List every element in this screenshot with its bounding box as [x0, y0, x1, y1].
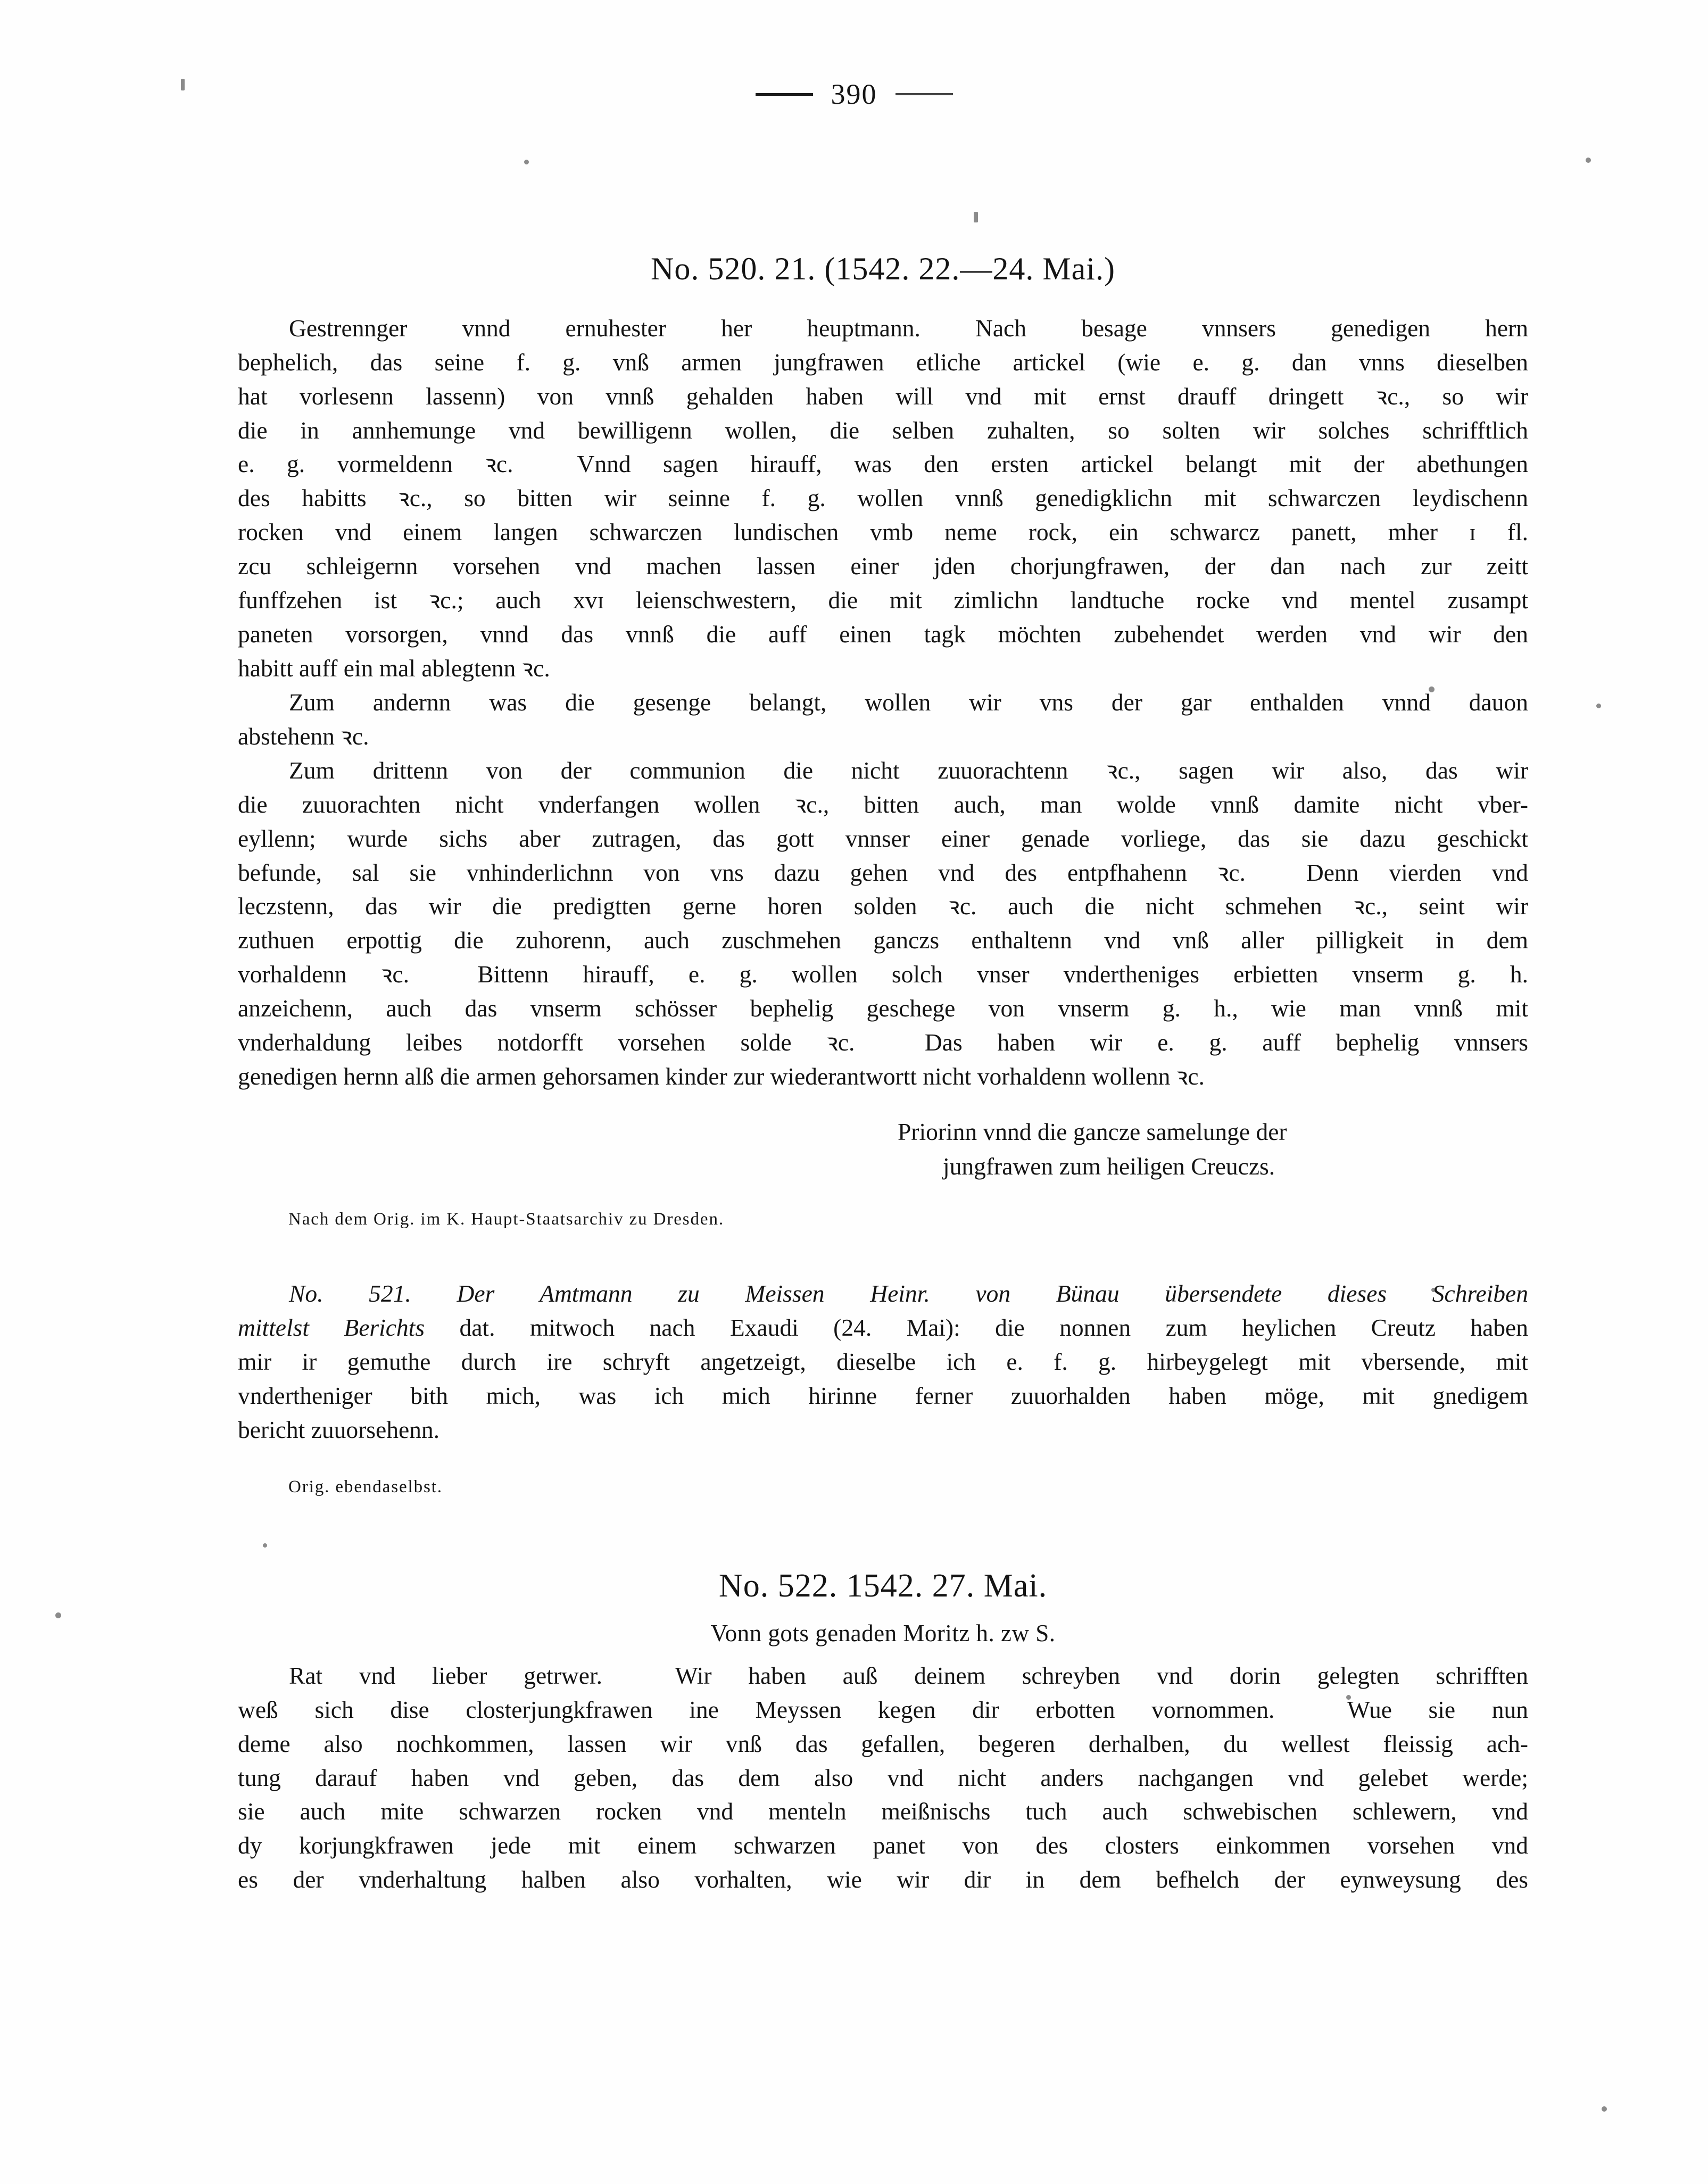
scan-speck [1596, 704, 1601, 708]
text-line: abstehenn ꝛc. [238, 722, 369, 750]
text-line [238, 1311, 1528, 1345]
text-line: genedigen hernn alß die armen gehorsamen kinder zur wiederantwortt nicht vorhaldenn wollenn ꝛc. [238, 1063, 1205, 1090]
text-line: es der vnderhaltung halben also vorhalten, wie wir dir in dem befhelch der eynweysung des [238, 1866, 1528, 1893]
text-line: deme also nochkommen, lassen wir vnß das gefallen, begeren derhalben, du wellest fleissig ach- [238, 1730, 1528, 1757]
text-line: sie auch mite schwarzen rocken vnd menteln meißnischs tuch auch schwebischen schlewern, vnd [238, 1798, 1528, 1825]
regest-italic-lead: Der Amtmann zu Meissen Heinr. von Bünau übersendete dieses Schreiben [457, 1280, 1528, 1308]
text-line: hat vorlesenn lassenn) von vnnß gehalden haben will vnd mit ernst drauff dringett ꝛc., so wir [238, 382, 1528, 410]
text-line: funffzehen ist ꝛc.; auch xvɪ leienschwestern, die mit zimlichn landtuche rocke vnd mentel zusampt [238, 586, 1528, 614]
text-line: rocken vnd einem langen schwarczen lundischen vmb neme rock, ein schwarcz panett, mher ɪ fl. [238, 518, 1528, 546]
text-line: zcu schleigernn vorsehen vnd machen lassen einer jden chorjungfrawen, der dan nach zur zeitt [238, 552, 1528, 580]
head-rule-left [756, 93, 813, 96]
text-line: des habitts ꝛc., so bitten wir seinne f. g. wollen vnnß genedigklichn mit schwarczen leydischenn [238, 484, 1528, 512]
text-line: Rat vnd lieber getrwer. Wir haben auß deinem schreyben vnd dorin gelegten schrifften [289, 1661, 1528, 1689]
document-522-subheading: Vonn gots genaden Moritz h. zw S. [710, 1619, 1056, 1647]
regest-text: dat. mitwoch nach Exaudi (24. Mai): die nonnen zum heylichen Creutz haben [425, 1314, 1528, 1342]
text-line: paneten vorsorgen, vnnd das vnnß die auff einen tagk möchten zubehendet werden vnd wir den [238, 621, 1528, 648]
text-line: e. g. vormeldenn ꝛc. Vnnd sagen hirauff, was den ersten artickel belangt mit der abethungen [238, 450, 1528, 478]
text-line: bephelich, das seine f. g. vnß armen jungfrawen etliche artickel (wie e. g. dan vnns dieselben [238, 348, 1528, 376]
text-line: dy korjungkfrawen jede mit einem schwarzen panet von des closters einkommen vorsehen vnd [238, 1832, 1528, 1859]
text-line: vnderhaldung leibes notdorfft vorsehen solde ꝛc. Das haben wir e. g. auff bephelig vnnsers [238, 1029, 1528, 1056]
text-line: anzeichenn, auch das vnserm schösser bephelig geschege von vnserm g. h., wie man vnnß mit [238, 995, 1528, 1022]
text-line: vndertheniger bith mich, was ich mich hirinne ferner zuuorhalden haben möge, mit gnedigem [238, 1381, 1528, 1409]
scan-speck [1586, 158, 1591, 163]
document-520-heading: No. 520. 21. (1542. 22.—24. Mai.) [651, 251, 1115, 286]
signature-line-1: Priorinn vnnd die gancze samelunge der [898, 1118, 1287, 1145]
document-520-paragraph-3 [238, 754, 1528, 1094]
text-line: habitt auff ein mal ablegtenn ꝛc. [238, 655, 550, 682]
document-520-archive-note: Nach dem Orig. im K. Haupt-Staatsarchiv zu Dresden. [288, 1210, 725, 1229]
text-line: die zuuorachten nicht vnderfangen wollen ꝛc., bitten auch, man wolde vnnß damite nicht vber- [238, 790, 1528, 818]
text-line: Zum drittenn von der communion die nicht zuuorachtenn ꝛc., sagen wir also, das wir [289, 756, 1528, 784]
text-line: bericht zuuorsehenn. [238, 1416, 440, 1443]
document-520-signature [238, 1115, 1528, 1184]
scan-speck [974, 212, 978, 222]
text-line: leczstenn, das wir die predigtten gerne horen solden ꝛc. auch die nicht schmehen ꝛc., seint wir [238, 892, 1528, 920]
document-521-number: No. 521. [289, 1280, 411, 1308]
text-line: Gestrennger vnnd ernuhester her heuptmann. Nach besage vnnsers genedigen hern [289, 314, 1528, 342]
document-522-paragraph [238, 1659, 1528, 1897]
text-line: zuthuen erpottig die zuhorenn, auch zuschmehen ganczs enthaltenn vnd vnß aller pilligkeit in dem [238, 926, 1528, 954]
text-line [238, 1277, 1528, 1311]
text-line: vorhaldenn ꝛc. Bittenn hirauff, e. g. wollen solch vnser vndertheniges erbietten vnserm g. h. [238, 961, 1528, 988]
folio-number: 390 [831, 78, 877, 110]
document-520-paragraph-2 [238, 685, 1528, 754]
text-line: die in annhemunge vnd bewilligenn wollen, die selben zuhalten, so solten wir solches schrifftlich [238, 416, 1528, 444]
head-rule-right [896, 93, 953, 95]
document-521-archive-note: Orig. ebendaselbst. [288, 1477, 443, 1496]
text-column [238, 250, 1528, 1897]
document-522-heading: No. 522. 1542. 27. Mai. [718, 1567, 1048, 1604]
text-line: eyllenn; wurde sichs aber zutragen, das gott vnnser einer genade vorliege, das sie dazu geschickt [238, 824, 1528, 852]
regest-italic-cont: mittelst Berichts [238, 1314, 425, 1342]
scan-speck [1602, 2106, 1607, 2112]
text-line: tung darauf haben vnd geben, das dem also vnd nicht anders nachgangen vnd gelebet werde; [238, 1764, 1528, 1791]
text-line: Zum andernn was die gesenge belangt, wollen wir vns der gar enthalden vnnd dauon [289, 688, 1528, 716]
scan-speck [55, 1612, 61, 1618]
text-line: mir ir gemuthe durch ire schryft angetzeigt, dieselbe ich e. f. g. hirbeygelegt mit vbersende, mit [238, 1347, 1528, 1375]
scan-speck [524, 160, 529, 164]
document-521-regest [238, 1277, 1528, 1447]
signature-line-2: jungfrawen zum heiligen Creuczs. [943, 1152, 1275, 1180]
running-head [0, 80, 1708, 109]
text-line: weß sich dise closterjungkfrawen ine Meyssen kegen dir erbotten vornommen. Wue sie nun [238, 1695, 1528, 1723]
text-line: befunde, sal sie vnhinderlichnn von vns dazu gehen vnd des entpfhahenn ꝛc. Denn vierden vnd [238, 858, 1528, 886]
document-520-paragraph-1 [238, 311, 1528, 685]
